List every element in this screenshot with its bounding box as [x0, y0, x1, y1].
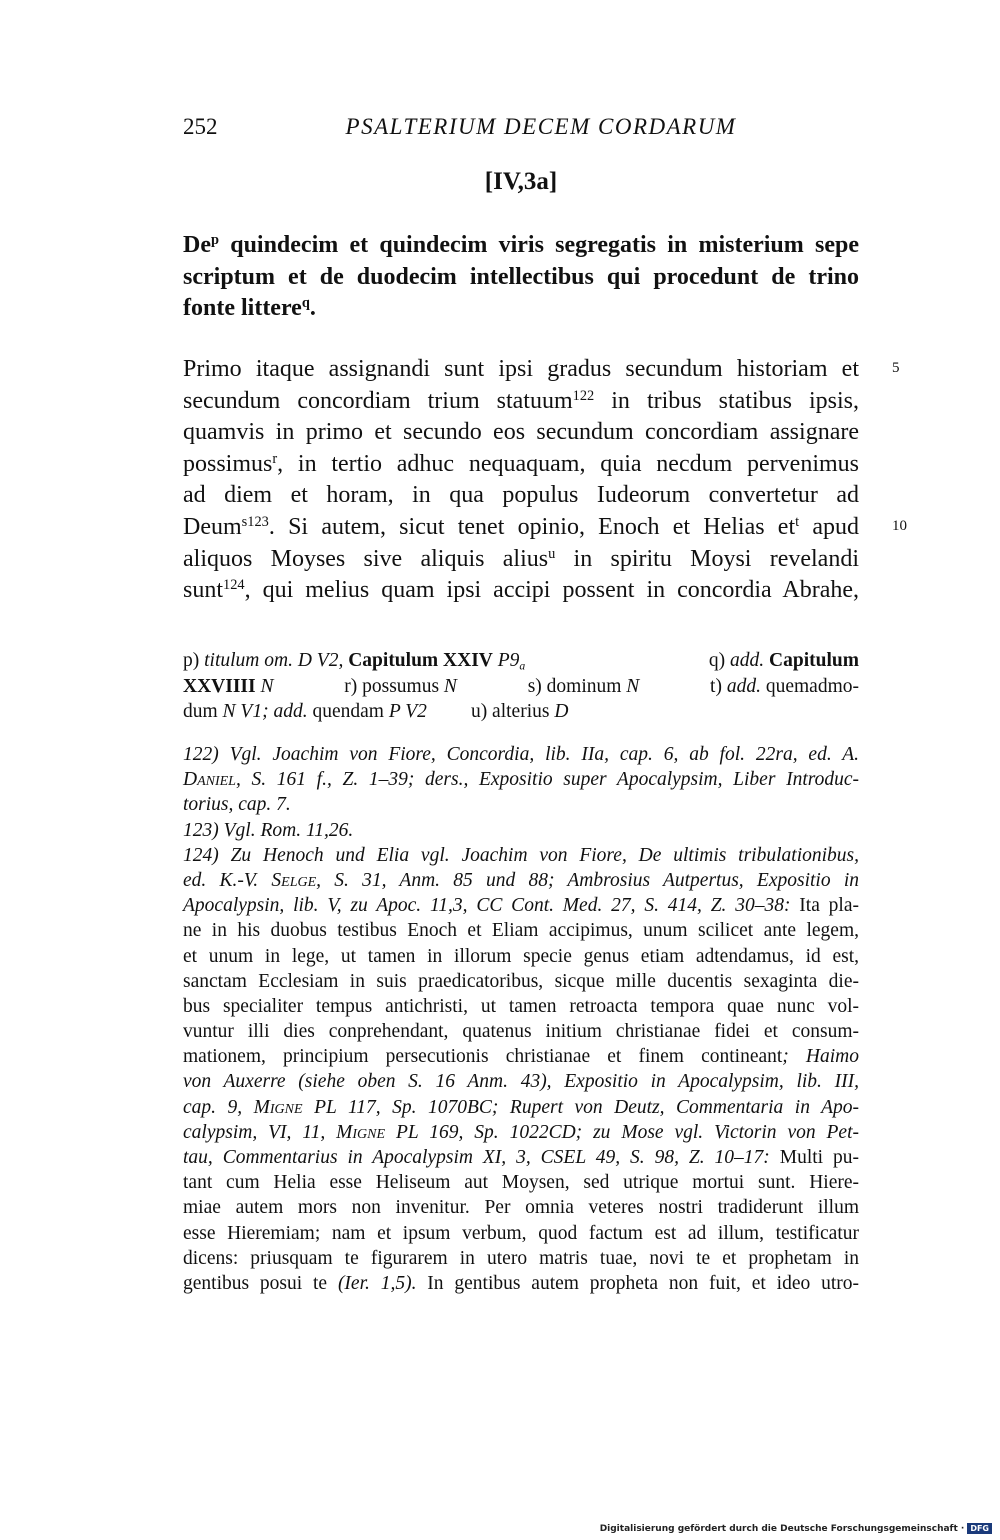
- footnote-line: mationem, principium persecutionis christianae et finem contineant; Haimo: [183, 1046, 859, 1068]
- apparatus-ref-q: q: [301, 295, 310, 312]
- footnote-line: ne in his duobus testibus Enoch et Eliam accipimus, unum scilicet ante legem,: [183, 920, 859, 942]
- footnote-line: Daniel, S. 161 f., Z. 1–39; ders., Expositio super Apocalypsim, Liber Introduc-: [183, 769, 859, 791]
- footnote-line: sanctam Ecclesiam in suis praedicatoribus, sicque mille ducentis sexaginta die-: [183, 970, 859, 992]
- text-line: ad diem et horam, in qua populus Iudeorum convertetur ad: [183, 482, 859, 509]
- line-number-10: 10: [892, 518, 907, 534]
- apparatus-ref-p: p: [210, 232, 219, 249]
- footnote-line: ed. K.-V. Selge, S. 31, Anm. 85 und 88; Ambrosius Autpertus, Expositio in: [183, 869, 859, 891]
- running-title: PSALTERIUM DECEM CORDARUM: [345, 114, 737, 139]
- apparatus-line: p) titulum om. D V2, Capitulum XXIV $P9_a$ q) add. Capitulum: [183, 650, 859, 673]
- footnote-line: calypsim, VI, 11, Migne PL 169, Sp. 1022CD; zu Mose vgl. Victorin von Pet-: [183, 1121, 859, 1143]
- digitization-credit: [600, 1523, 992, 1534]
- footnote-line: gentibus posui te (Ier. 1,5). In gentibus autem propheta non fuit, et ideo utro-: [183, 1272, 859, 1294]
- text-line: possimus$^r$, in tertio adhuc nequaquam, quia necdum pervenimus: [183, 450, 859, 477]
- main-text: [183, 354, 859, 607]
- footnote-line: tau, Commentarius in Apocalypsim XI, 3, CSEL 49, S. 98, Z. 10–17: Multi pu-: [183, 1147, 859, 1168]
- line-number-5: 5: [892, 360, 900, 376]
- text-line: Primo itaque assignandi sunt ipsi gradus secundum historiam et: [183, 356, 859, 382]
- footnote-line: cap. 9, Migne PL 117, Sp. 1070BC; Rupert von Deutz, Commentaria in Apo-: [183, 1096, 859, 1118]
- footnote-124: 124) Zu Henoch und Elia vgl. Joachim von Fiore, De ultimis tribulationibus,: [183, 844, 859, 866]
- footnote-line: tant cum Helia esse Heliseum aut Moysen, sed utrique mortui sunt. Hiere-: [183, 1172, 859, 1194]
- footnote-line: esse Hieremiam; nam et ipsum verbum, quod factum est ad illum, testificatur: [183, 1222, 859, 1244]
- footnote-ref: s123: [241, 514, 269, 531]
- section-heading: De$^p$ quindecim et quindecim viris segregatis in misterium sepe scriptum et de duodecim intellectibus qui procedunt de trino fonte littere$^q$.: [183, 232, 859, 322]
- apparatus-ref: r: [272, 450, 278, 467]
- footnote-ref: 122: [572, 387, 595, 404]
- apparatus-line: dum N V1; add. quendam P V2 u) alterius D: [183, 701, 569, 722]
- text-line: Deum$^{s123}$. Si autem, sicut tenet opinio, Enoch et Helias $et^t$ apud: [183, 513, 859, 540]
- footnote-line: Apocalypsin, lib. V, zu Apoc. 11,3, CC Cont. Med. 27, S. 414, Z. 30–38: Ita pla-: [183, 895, 859, 917]
- footnote-line: dicens: priusquam te figurarem in utero matris tuae, novi te et prophetam in: [183, 1247, 859, 1269]
- apparatus-ref: t: [795, 514, 800, 531]
- text-line: aliquos Moyses sive aliquis alius$^u$ in spiritu Moysi revelandi: [183, 545, 860, 572]
- footnotes: [183, 742, 859, 1296]
- footnote-line: bus specialiter tempus antichristi, ut tamen retroacta tempora quae nunc vol-: [183, 995, 859, 1017]
- text-line: quamvis in primo et secundo eos secundum concordiam assignare: [183, 419, 859, 446]
- footnote-ref: 124: [223, 577, 245, 594]
- running-header: [183, 114, 859, 144]
- text-line: secundum concordiam trium statuum$^{122}$ in tribus statibus ipsis,: [183, 387, 860, 414]
- dfg-logo: DFG: [967, 1523, 992, 1534]
- text-line: sunt$^{124}$, qui melius quam ipsi accipi possent in concordia Abrahe,: [183, 577, 859, 604]
- footnote-line: miae autem mors non invenitur. Per omnia veteres nostri tradiderunt illum: [183, 1197, 859, 1219]
- footnote-123: 123) Vgl. Rom. 11,26.: [183, 819, 354, 841]
- footnote-line: et unum in lege, ut tamen in illorum specie genus etiam adtendamus, id est,: [183, 945, 859, 967]
- page-number: 252: [183, 114, 218, 139]
- apparatus-ref: u: [548, 545, 556, 562]
- footnote-122: 122) Vgl. Joachim von Fiore, Concordia, lib. IIa, cap. 6, ab fol. 22ra, ed. A.: [183, 744, 859, 765]
- footnote-line: torius, cap. 7.: [183, 794, 291, 816]
- credit-text: Digitalisierung gefördert durch die Deutsche Forschungsgemeinschaft ·: [599, 1523, 965, 1534]
- section-number: [IV,3a]: [484, 168, 558, 195]
- critical-apparatus: [183, 648, 859, 725]
- apparatus-line: XXVIIII N r) possumus N s) dominum N t) add. quemadmo-: [183, 675, 859, 697]
- footnote-line: von Auxerre (siehe oben S. 16 Anm. 43), Expositio in Apocalypsim, lib. III,: [183, 1071, 859, 1093]
- footnote-line: vuntur illi dies conprehendant, quatenus initium christianae fidei et consum-: [183, 1021, 859, 1043]
